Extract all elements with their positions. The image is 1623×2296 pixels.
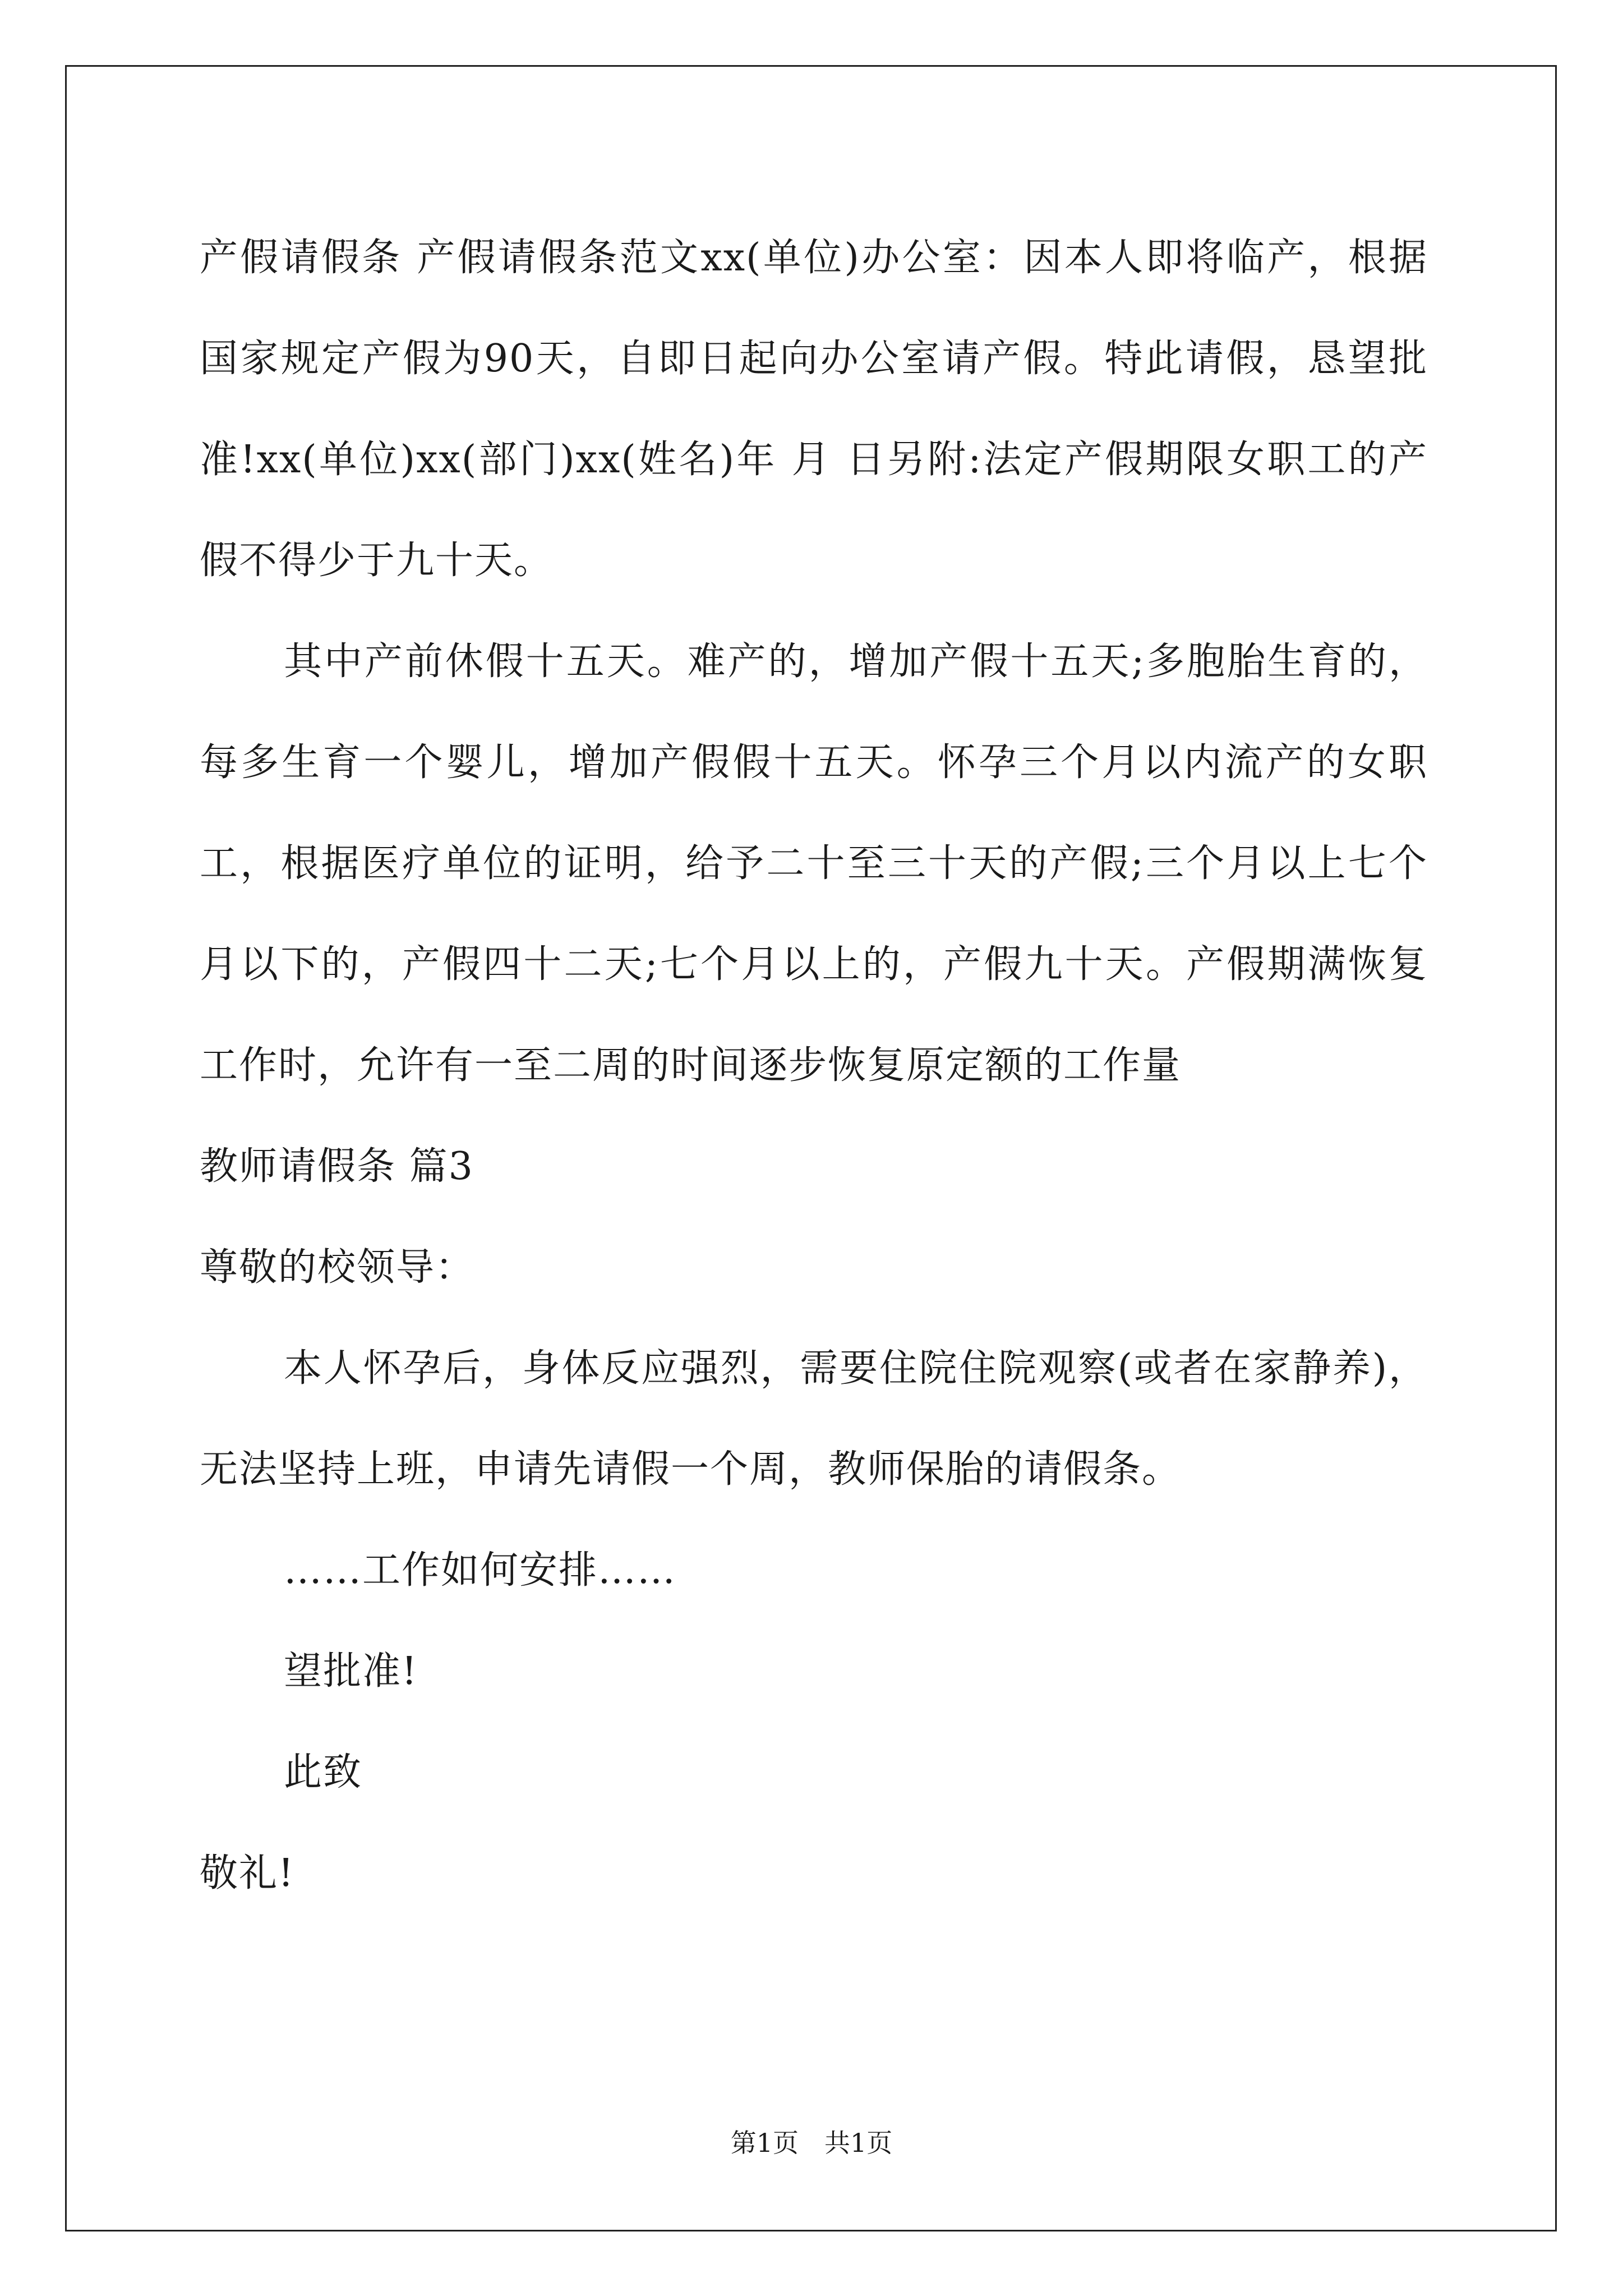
paragraph-work-arrangement: ……工作如何安排…… <box>284 1548 677 1593</box>
section-title-teacher-leave-note: 教师请假条 篇3 <box>200 1144 474 1189</box>
paragraph-maternity-leave-note: 产假请假条 产假请假条范文xx(单位)办公室：因本人即将临产，根据国家规定产假为90天，自即日起向办公室请产假。特此请假，恳望批准!xx(单位)xx(部门)xx(姓名)年 月 日另附:法定产假期限女职工的产假不得少于九十天。 <box>200 236 1428 583</box>
paragraph-maternity-leave-rules: 其中产前休假十五天。难产的，增加产假十五天;多胞胎生育的，每多生育一个婴儿，增加产假假十五天。怀孕三个月以内流产的女职工，根据医疗单位的证明，给予二十至三十天的产假;三个月以上七个月以下的，产假四十二天;七个月以上的，产假九十天。产假期满恢复工作时，允许有一至二周的时间逐步恢复原定额的工作量 <box>200 639 1428 1088</box>
page-number-footer: 第1页 共1页 <box>730 2128 893 2158</box>
paragraph-request-approval: 望批准! <box>284 1649 418 1694</box>
document-body <box>200 208 1428 1924</box>
paragraph-leave-reason: 本人怀孕后，身体反应强烈，需要住院住院观察(或者在家静养)，无法坚持上班，申请先请假一个周，教师保胎的请假条。 <box>200 1346 1428 1492</box>
closing-cizhi: 此致 <box>284 1750 363 1795</box>
salutation: 尊敬的校领导： <box>200 1245 475 1290</box>
closing-jingli: 敬礼! <box>200 1851 295 1895</box>
